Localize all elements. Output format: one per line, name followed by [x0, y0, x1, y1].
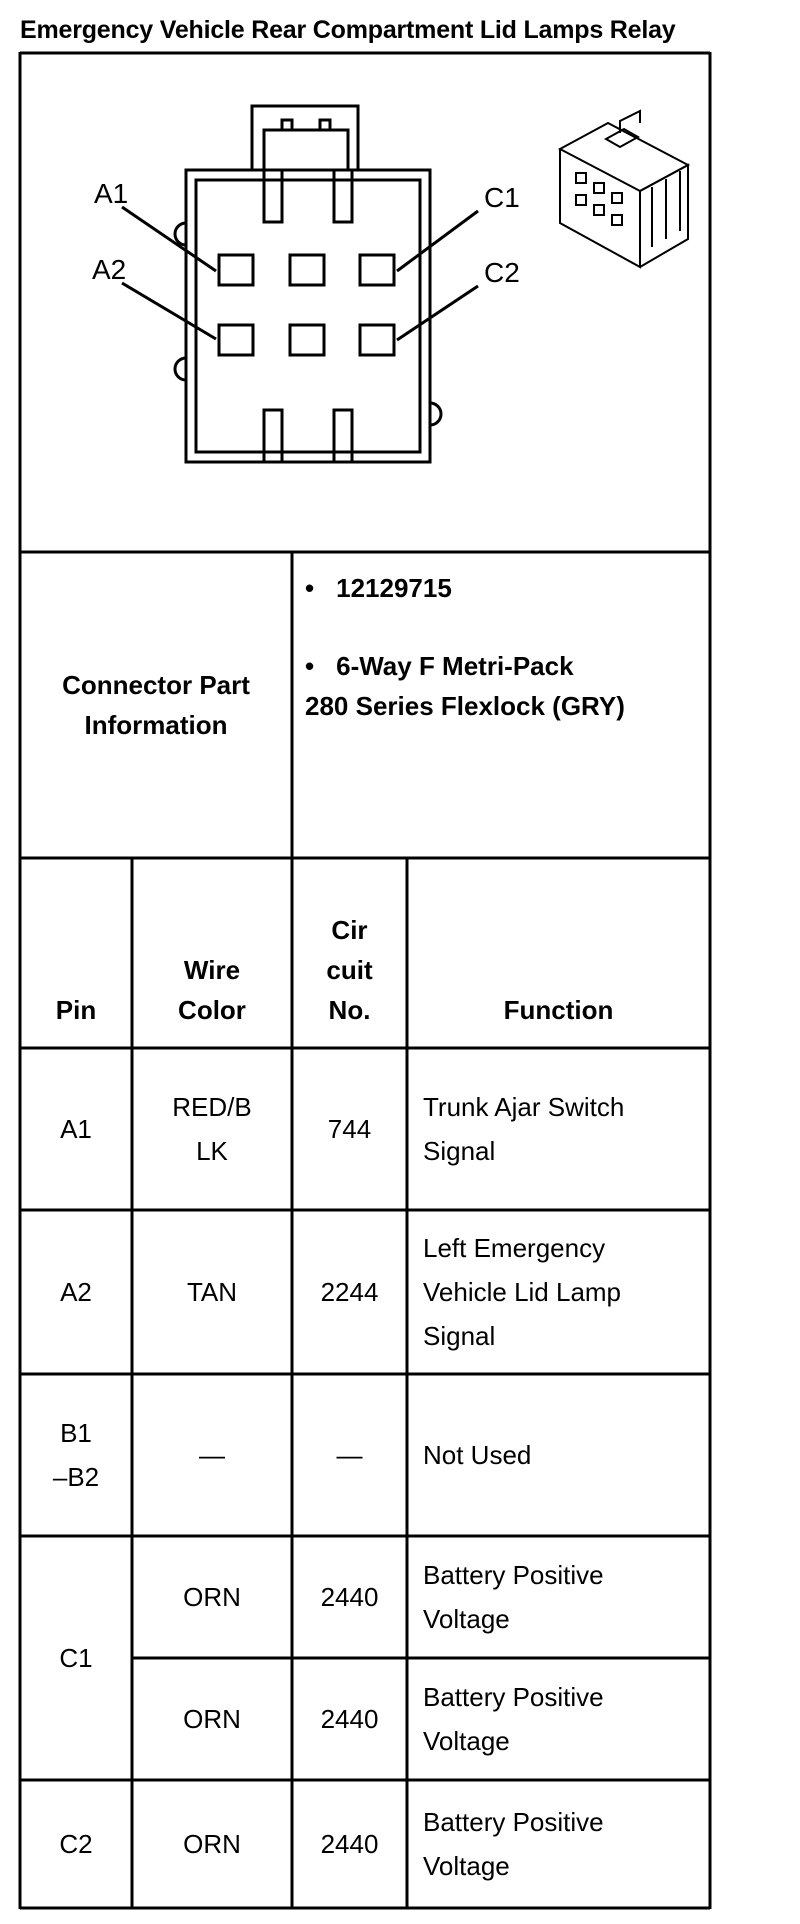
row-a2-wire-color: TAN [186, 1277, 238, 1307]
row-c2-function: Battery Positive Voltage [423, 1807, 604, 1881]
row-c1-pin: C1 [59, 1643, 93, 1673]
row-c1b-function: Battery Positive Voltage [423, 1682, 604, 1756]
row-c1b-circuit: 2440 [320, 1704, 379, 1734]
connector-info-label: Connector Part Information [62, 670, 250, 740]
bullet-icon: • [305, 651, 315, 681]
row-a2-circuit: 2244 [320, 1277, 379, 1307]
part-number-line [305, 568, 705, 608]
row-b1-b2-circuit: — [336, 1440, 363, 1470]
label-a2: A2 [92, 254, 127, 285]
header-circuit-no: Cir cuit No. [326, 915, 373, 1025]
row-c1a-circuit: 2440 [320, 1582, 379, 1612]
part-number: 12129715 [336, 573, 452, 603]
row-a1-circuit: 744 [327, 1114, 372, 1144]
row-b1-b2-wire-color: — [199, 1440, 225, 1470]
row-a2-function: Left Emergency Vehicle Lid Lamp Signal [423, 1233, 622, 1351]
label-a1: A1 [94, 178, 129, 209]
row-c1b-wire-color: ORN [183, 1704, 241, 1734]
header-pin: Pin [55, 995, 97, 1025]
row-c1a-wire-color: ORN [183, 1582, 241, 1612]
row-c1a-function: Battery Positive Voltage [423, 1560, 604, 1634]
row-b1-b2-function: Not Used [423, 1440, 532, 1470]
header-wire-color: Wire Color [178, 955, 246, 1025]
description-line-2: 280 Series Flexlock (GRY) [305, 691, 625, 721]
connector-housing [186, 170, 430, 462]
label-c1: C1 [484, 182, 520, 213]
connector-3d-thumbnail [560, 111, 688, 267]
connector-latch [252, 106, 358, 170]
connector-diagram [20, 53, 710, 552]
cavity-a1 [219, 255, 253, 285]
cavity-c1 [360, 255, 394, 285]
row-a1-function: Trunk Ajar Switch Signal [423, 1092, 625, 1166]
cavity-c2 [360, 325, 394, 355]
description-line-1: • 6-Way F Metri-Pack [305, 651, 574, 681]
row-a1-pin: A1 [60, 1114, 92, 1144]
page-title: Emergency Vehicle Rear Compartment Lid Lamps Relay [20, 16, 676, 44]
header-function: Function [503, 995, 614, 1025]
row-c2-wire-color: ORN [183, 1829, 241, 1859]
label-c2: C2 [484, 257, 520, 288]
cavity-a2 [219, 325, 253, 355]
row-c2-pin: C2 [59, 1829, 93, 1859]
bullet-icon: • [305, 573, 315, 603]
row-b1-b2-pin: B1 –B2 [52, 1418, 100, 1492]
connector-info-values [305, 568, 705, 726]
row-a1-wire-color: RED/B LK [172, 1092, 252, 1166]
row-c2-circuit: 2440 [320, 1829, 379, 1859]
row-a2-pin: A2 [60, 1277, 92, 1307]
